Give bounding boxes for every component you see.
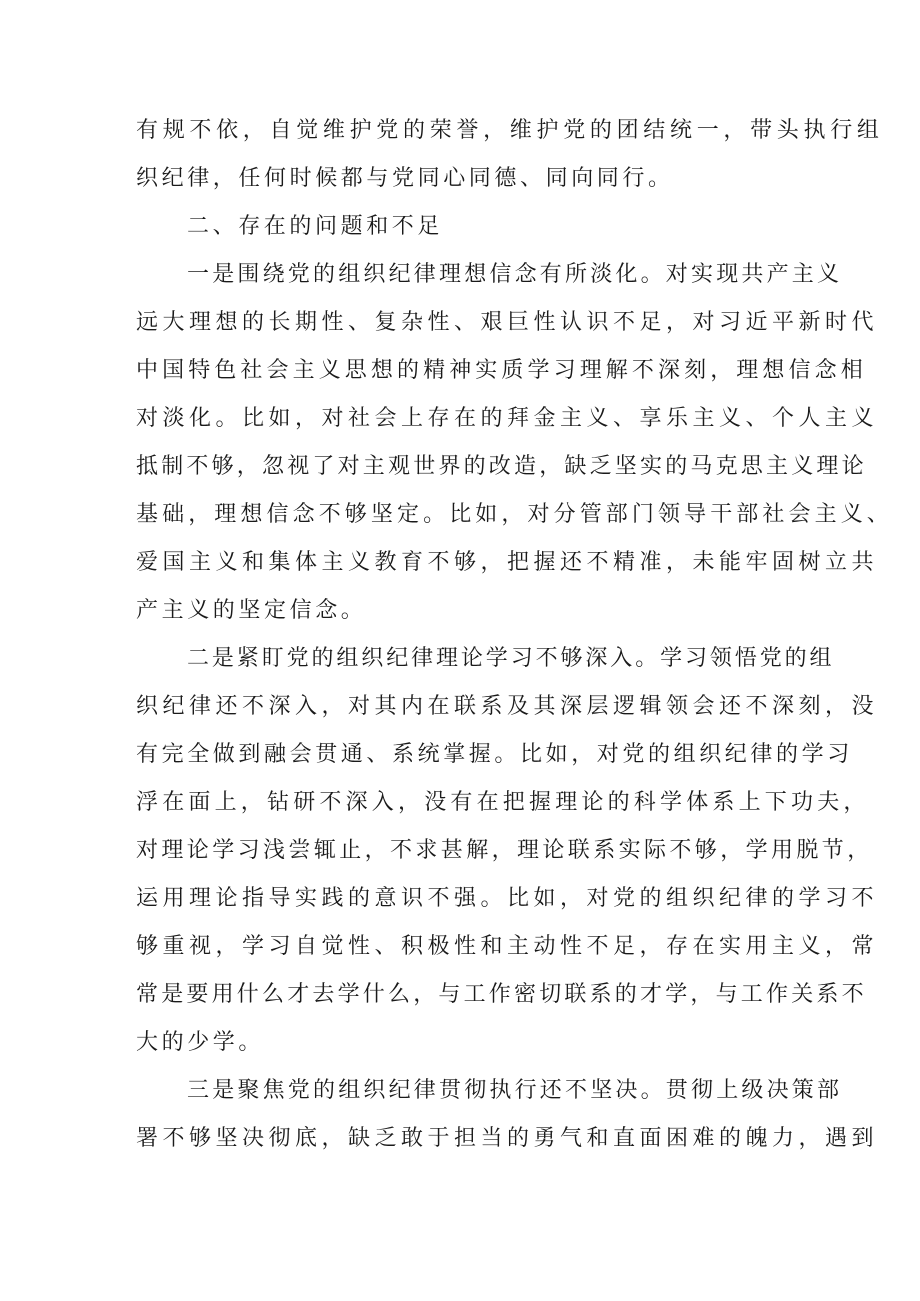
- text-line: [0, 491, 920, 539]
- text-line: [0, 155, 920, 203]
- line-text: 二是紧盯党的组织纪律理论学习不够深入。学习领悟党的组: [187, 646, 835, 671]
- text-line: [0, 107, 920, 155]
- line-text: 三是聚焦党的组织纪律贯彻执行还不坚决。贯彻上级决策部: [187, 1078, 843, 1103]
- line-text: 运用理论指导实践的意识不强。比如，对党的组织纪律的学习不: [136, 886, 879, 911]
- line-text: 产主义的坚定信念。: [136, 598, 367, 623]
- line-text: 爱国主义和集体主义教育不够，把握还不精准，未能牢固树立共: [136, 550, 879, 575]
- line-text: 远大理想的长期性、复杂性、艰巨性认识不足，对习近平新时代: [136, 310, 879, 335]
- line-text: 抵制不够，忽视了对主观世界的改造，缺乏坚实的马克思主义理论: [136, 454, 867, 479]
- line-text: 有完全做到融会贯通、系统掌握。比如，对党的组织纪律的学习: [136, 742, 853, 767]
- line-text: 对淡化。比如，对社会上存在的拜金主义、享乐主义、个人主义: [136, 406, 879, 431]
- heading-text: 二、存在的问题和不足: [187, 214, 444, 239]
- line-text: 中国特色社会主义思想的精神实质学习理解不深刻，理想信念相: [136, 358, 867, 383]
- text-line: [0, 539, 920, 587]
- line-text: 织纪律，任何时候都与党同心同德、同向同行。: [136, 166, 674, 191]
- text-line: [0, 395, 920, 443]
- line-text: 一是围绕党的组织纪律理想信念有所淡化。对实现共产主义: [187, 262, 843, 287]
- line-text: 有规不依，自觉维护党的荣誉，维护党的团结统一，带头执行组: [136, 118, 884, 143]
- line-text: 署不够坚决彻底，缺乏敢于担当的勇气和直面困难的魄力，遇到: [136, 1126, 879, 1151]
- section-heading: [0, 203, 920, 251]
- text-line: [0, 347, 920, 395]
- line-text: 够重视，学习自觉性、积极性和主动性不足，存在实用主义，常: [136, 934, 879, 959]
- text-line: [0, 683, 920, 731]
- line-text: 常是要用什么才去学什么，与工作密切联系的才学，与工作关系不: [136, 982, 867, 1007]
- text-line: [0, 923, 920, 971]
- text-line: [0, 1115, 920, 1163]
- line-text: 浮在面上，钻研不深入，没有在把握理论的科学体系上下功夫，: [136, 790, 870, 815]
- paragraph-start-line: [0, 635, 920, 683]
- text-line: [0, 731, 920, 779]
- text-line: [0, 299, 920, 347]
- text-line: [0, 1019, 920, 1067]
- line-text: 对理论学习浅尝辄止，不求甚解，理论联系实际不够，学用脱节，: [136, 838, 873, 863]
- text-line: [0, 587, 920, 635]
- text-line: [0, 443, 920, 491]
- text-line: [0, 827, 920, 875]
- line-text: 织纪律还不深入，对其内在联系及其深层逻辑领会还不深刻，没: [136, 694, 879, 719]
- line-text: 基础，理想信念不够坚定。比如，对分管部门领导干部社会主义、: [136, 502, 893, 527]
- text-line: [0, 779, 920, 827]
- text-line: [0, 875, 920, 923]
- paragraph-start-line: [0, 251, 920, 299]
- line-text: 大的少学。: [136, 1030, 265, 1055]
- paragraph-start-line: [0, 1067, 920, 1115]
- text-line: [0, 971, 920, 1019]
